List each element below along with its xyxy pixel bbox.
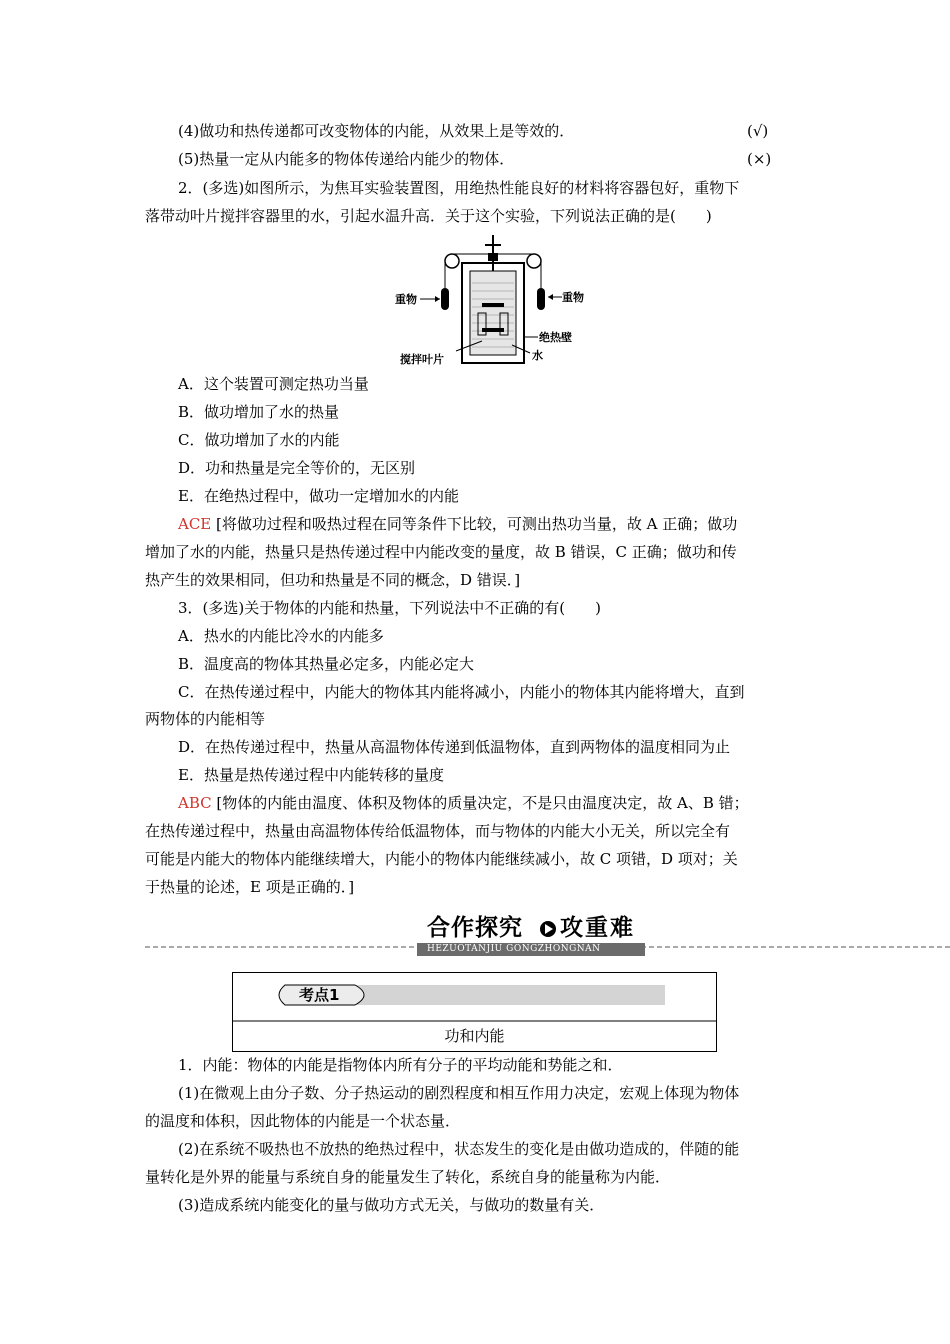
- q3-explanation-line3: 可能是内能大的物体内能继续增大，内能小的物体内能继续减小，故 C 项错，D 项对；关: [145, 850, 738, 868]
- banner-title-left: 合作探究: [427, 915, 523, 941]
- label-weight-right: 重物: [562, 291, 584, 304]
- q3-stem: 3．(多选)关于物体的内能和热量，下列说法中不正确的有( ): [178, 599, 601, 617]
- label-water: 水: [532, 349, 543, 362]
- joule-apparatus-figure: [390, 233, 590, 368]
- label-weight-left: 重物: [395, 293, 417, 306]
- body-p1a-line1: (1)在微观上由分子数、分子热运动的剧烈程度和相互作用力决定，宏观上体现为物体: [178, 1084, 740, 1102]
- review-item-5: (5)热量一定从内能多的物体传递给内能少的物体．: [178, 150, 515, 168]
- q3-option-c-cont: 两物体的内能相等: [145, 710, 266, 728]
- q3-option-a: A．热水的内能比冷水的内能多: [178, 627, 384, 645]
- q2-explanation-line2: 增加了水的内能，热量只是热传递过程中内能改变的量度，故 B 错误，C 正确；做功和传: [145, 543, 737, 561]
- q2-explanation-line3: 热产生的效果相同，但功和热量是不同的概念，D 错误．]: [145, 571, 521, 589]
- kaodian-title: 功和内能: [444, 1027, 505, 1045]
- q2-option-c: C．做功增加了水的内能: [178, 431, 340, 449]
- q3-explanation-line1: [178, 793, 749, 813]
- banner-title-right: 攻重难: [560, 915, 635, 941]
- banner-pinyin: HEZUOTANJIU GONGZHONGNAN: [427, 944, 601, 954]
- q2-explain-text1: [将做功过程和吸热过程在同等条件下比较，可测出热功当量，故 A 正确；做功: [216, 515, 738, 533]
- q2-explanation-line1: [178, 514, 737, 534]
- left-weight: [441, 288, 449, 310]
- body-p1b-line2: 量转化是外界的能量与系统自身的能量发生了转化，系统自身的能量称为内能．: [145, 1168, 671, 1186]
- q3-explanation-line4: 于热量的论述，E 项是正确的．]: [145, 878, 355, 896]
- body-p1a-line2: 的温度和体积，因此物体的内能是一个状态量．: [145, 1112, 461, 1130]
- q2-stem-line2: 落带动叶片搅拌容器里的水，引起水温升高．关于这个实验，下列说法正确的是( ): [145, 207, 712, 225]
- q2-answer: ACE: [178, 515, 212, 533]
- q3-option-b: B．温度高的物体其热量必定多，内能必定大: [178, 655, 475, 673]
- left-pulley-icon: [445, 254, 459, 268]
- review-item-4: (4)做功和热传递都可改变物体的内能，从效果上是等效的．: [178, 122, 575, 140]
- review-item-5-mark: (×): [747, 150, 772, 168]
- label-wall: 绝热壁: [539, 331, 572, 344]
- q2-stem-line1: 2．(多选)如图所示，为焦耳实验装置图，用绝热性能良好的材料将容器包好，重物下: [178, 179, 740, 197]
- q2-option-d: D．功和热量是完全等价的，无区别: [178, 459, 416, 477]
- right-pulley-icon: [527, 254, 541, 268]
- review-item-4-mark: (√): [747, 122, 769, 140]
- kaodian-tag: 考点1: [299, 986, 340, 1004]
- q3-explanation-line2: 在热传递过程中，热量由高温物体传给低温物体，而与物体的内能大小无关，所以完全有: [145, 822, 731, 840]
- body-p1c: (3)造成系统内能变化的量与做功方式无关，与做功的数量有关．: [178, 1196, 605, 1214]
- right-weight: [537, 288, 545, 310]
- q2-option-b: B．做功增加了水的热量: [178, 403, 340, 421]
- q3-option-d: D．在热传递过程中，热量从高温物体传递到低温物体，直到两物体的温度相同为止: [178, 738, 731, 756]
- q2-option-a: A．这个装置可测定热功当量: [178, 375, 369, 393]
- q3-option-e: E．热量是热传递过程中内能转移的量度: [178, 766, 444, 784]
- label-blade: 搅拌叶片: [400, 353, 444, 366]
- q3-answer: ABC: [178, 794, 212, 812]
- q3-option-c: C．在热传递过程中，内能大的物体其内能将减小，内能小的物体其内能将增大，直到: [178, 683, 745, 701]
- body-p1: 1．内能：物体的内能是指物体内所有分子的平均动能和势能之和．: [178, 1056, 623, 1074]
- section-banner: [145, 905, 950, 965]
- kaodian-box: [232, 972, 717, 1052]
- q2-option-e: E．在绝热过程中，做功一定增加水的内能: [178, 487, 459, 505]
- q3-explain-text1: [物体的内能由温度、体积及物体的质量决定，不是只由温度决定，故 A、B 错；: [216, 794, 749, 812]
- body-p1b-line1: (2)在系统不吸热也不放热的绝热过程中，状态发生的变化是由做功造成的，伴随的能: [178, 1140, 740, 1158]
